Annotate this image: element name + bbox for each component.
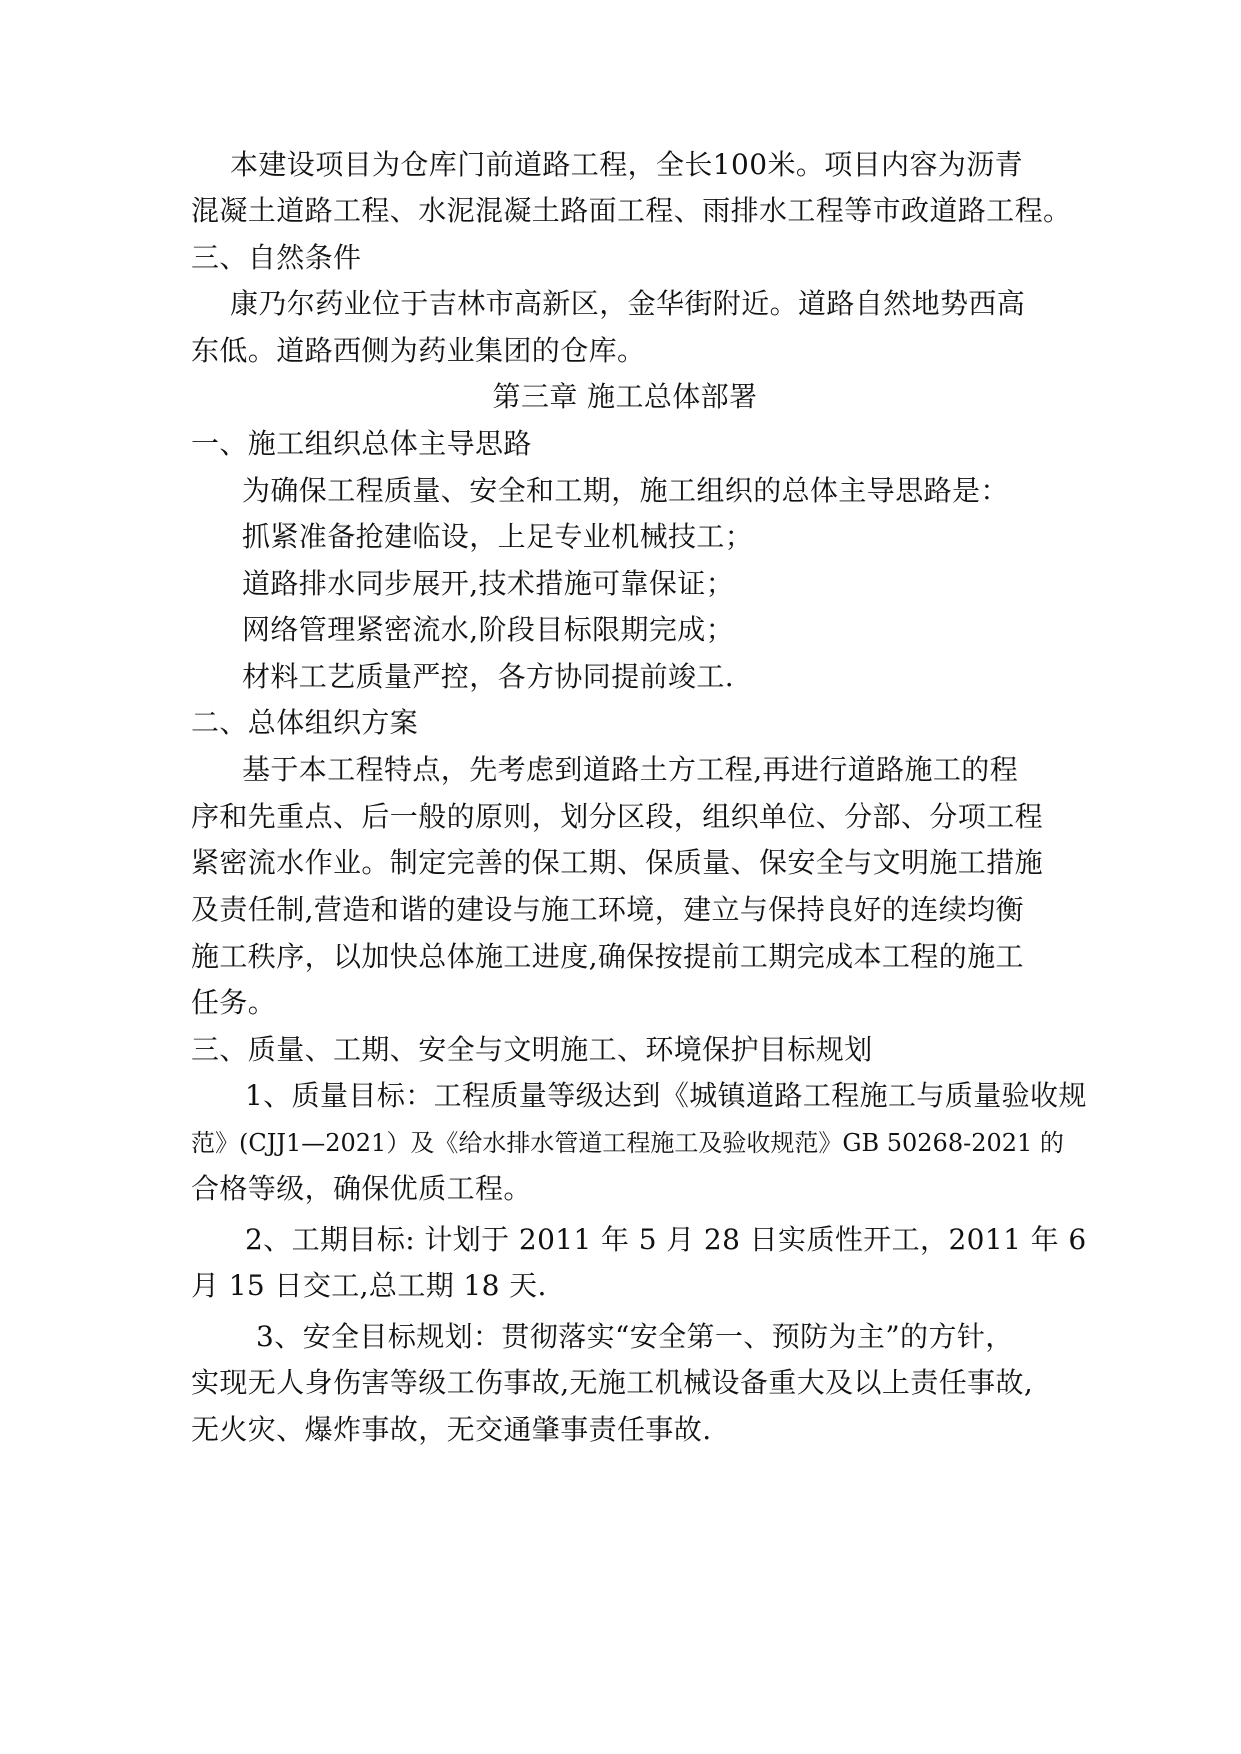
paragraph-line: 序和先重点、后一般的原则，划分区段，组织单位、分部、分项工程	[191, 800, 1044, 833]
paragraph-line: 为确保工程质量、安全和工期，施工组织的总体主导思路是：	[242, 474, 1009, 507]
section-heading: 二、总体组织方案	[191, 706, 419, 739]
chapter-title: 第三章 施工总体部署	[492, 380, 758, 413]
paragraph-line: 混凝土道路工程、水泥混凝土路面工程、雨排水工程等市政道路工程。	[191, 194, 1072, 227]
section-heading: 三、自然条件	[191, 241, 362, 274]
paragraph-line: 1、质量目标：工程质量等级达到《城镇道路工程施工与质量验收规	[245, 1079, 1087, 1112]
paragraph-line: 2、工期目标: 计划于 2011 年 5 月 28 日实质性开工，2011 年 6	[245, 1223, 1087, 1256]
paragraph-line: 合格等级，确保优质工程。	[191, 1172, 532, 1205]
paragraph-line: 紧密流水作业。制定完善的保工期、保质量、保安全与文明施工措施	[191, 846, 1044, 879]
list-item: 网络管理紧密流水,阶段目标限期完成；	[242, 613, 735, 646]
section-heading: 一、施工组织总体主导思路	[191, 427, 532, 460]
paragraph-line: 3、安全目标规划：贯彻落实“安全第一、预防为主”的方针，	[256, 1320, 1014, 1353]
paragraph-line: 月 15 日交工,总工期 18 天.	[191, 1269, 547, 1302]
section-heading: 三、质量、工期、安全与文明施工、环境保护目标规划	[191, 1033, 873, 1066]
paragraph-line: 范》(CJJ1—2021）及《给水排水管道工程施工及验收规范》GB 50268-2021 的	[191, 1129, 1064, 1157]
paragraph-line: 康乃尔药业位于吉林市高新区，金华街附近。道路自然地势西高	[230, 287, 1026, 320]
paragraph-line: 任务。	[191, 986, 277, 1019]
list-item: 抓紧准备抢建临设，上足专业机械技工；	[242, 520, 754, 553]
paragraph-line: 无火灾、爆炸事故，无交通肇事责任事故.	[191, 1413, 712, 1446]
paragraph-line: 及责任制,营造和谐的建设与施工环境，建立与保持良好的连续均衡	[191, 893, 1024, 926]
paragraph-line: 本建设项目为仓库门前道路工程，全长100米。项目内容为沥青	[230, 148, 1024, 181]
paragraph-line: 施工秩序，以加快总体施工进度,确保按提前工期完成本工程的施工	[191, 940, 1024, 973]
paragraph-line: 东低。道路西侧为药业集团的仓库。	[191, 334, 646, 367]
paragraph-line: 实现无人身伤害等级工伤事故,无施工机械设备重大及以上责任事故,	[191, 1366, 1034, 1399]
list-item: 材料工艺质量严控，各方协同提前竣工.	[242, 660, 735, 693]
list-item: 道路排水同步展开,技术措施可靠保证；	[242, 567, 735, 600]
paragraph-line: 基于本工程特点，先考虑到道路土方工程,再进行道路施工的程	[242, 753, 1019, 786]
